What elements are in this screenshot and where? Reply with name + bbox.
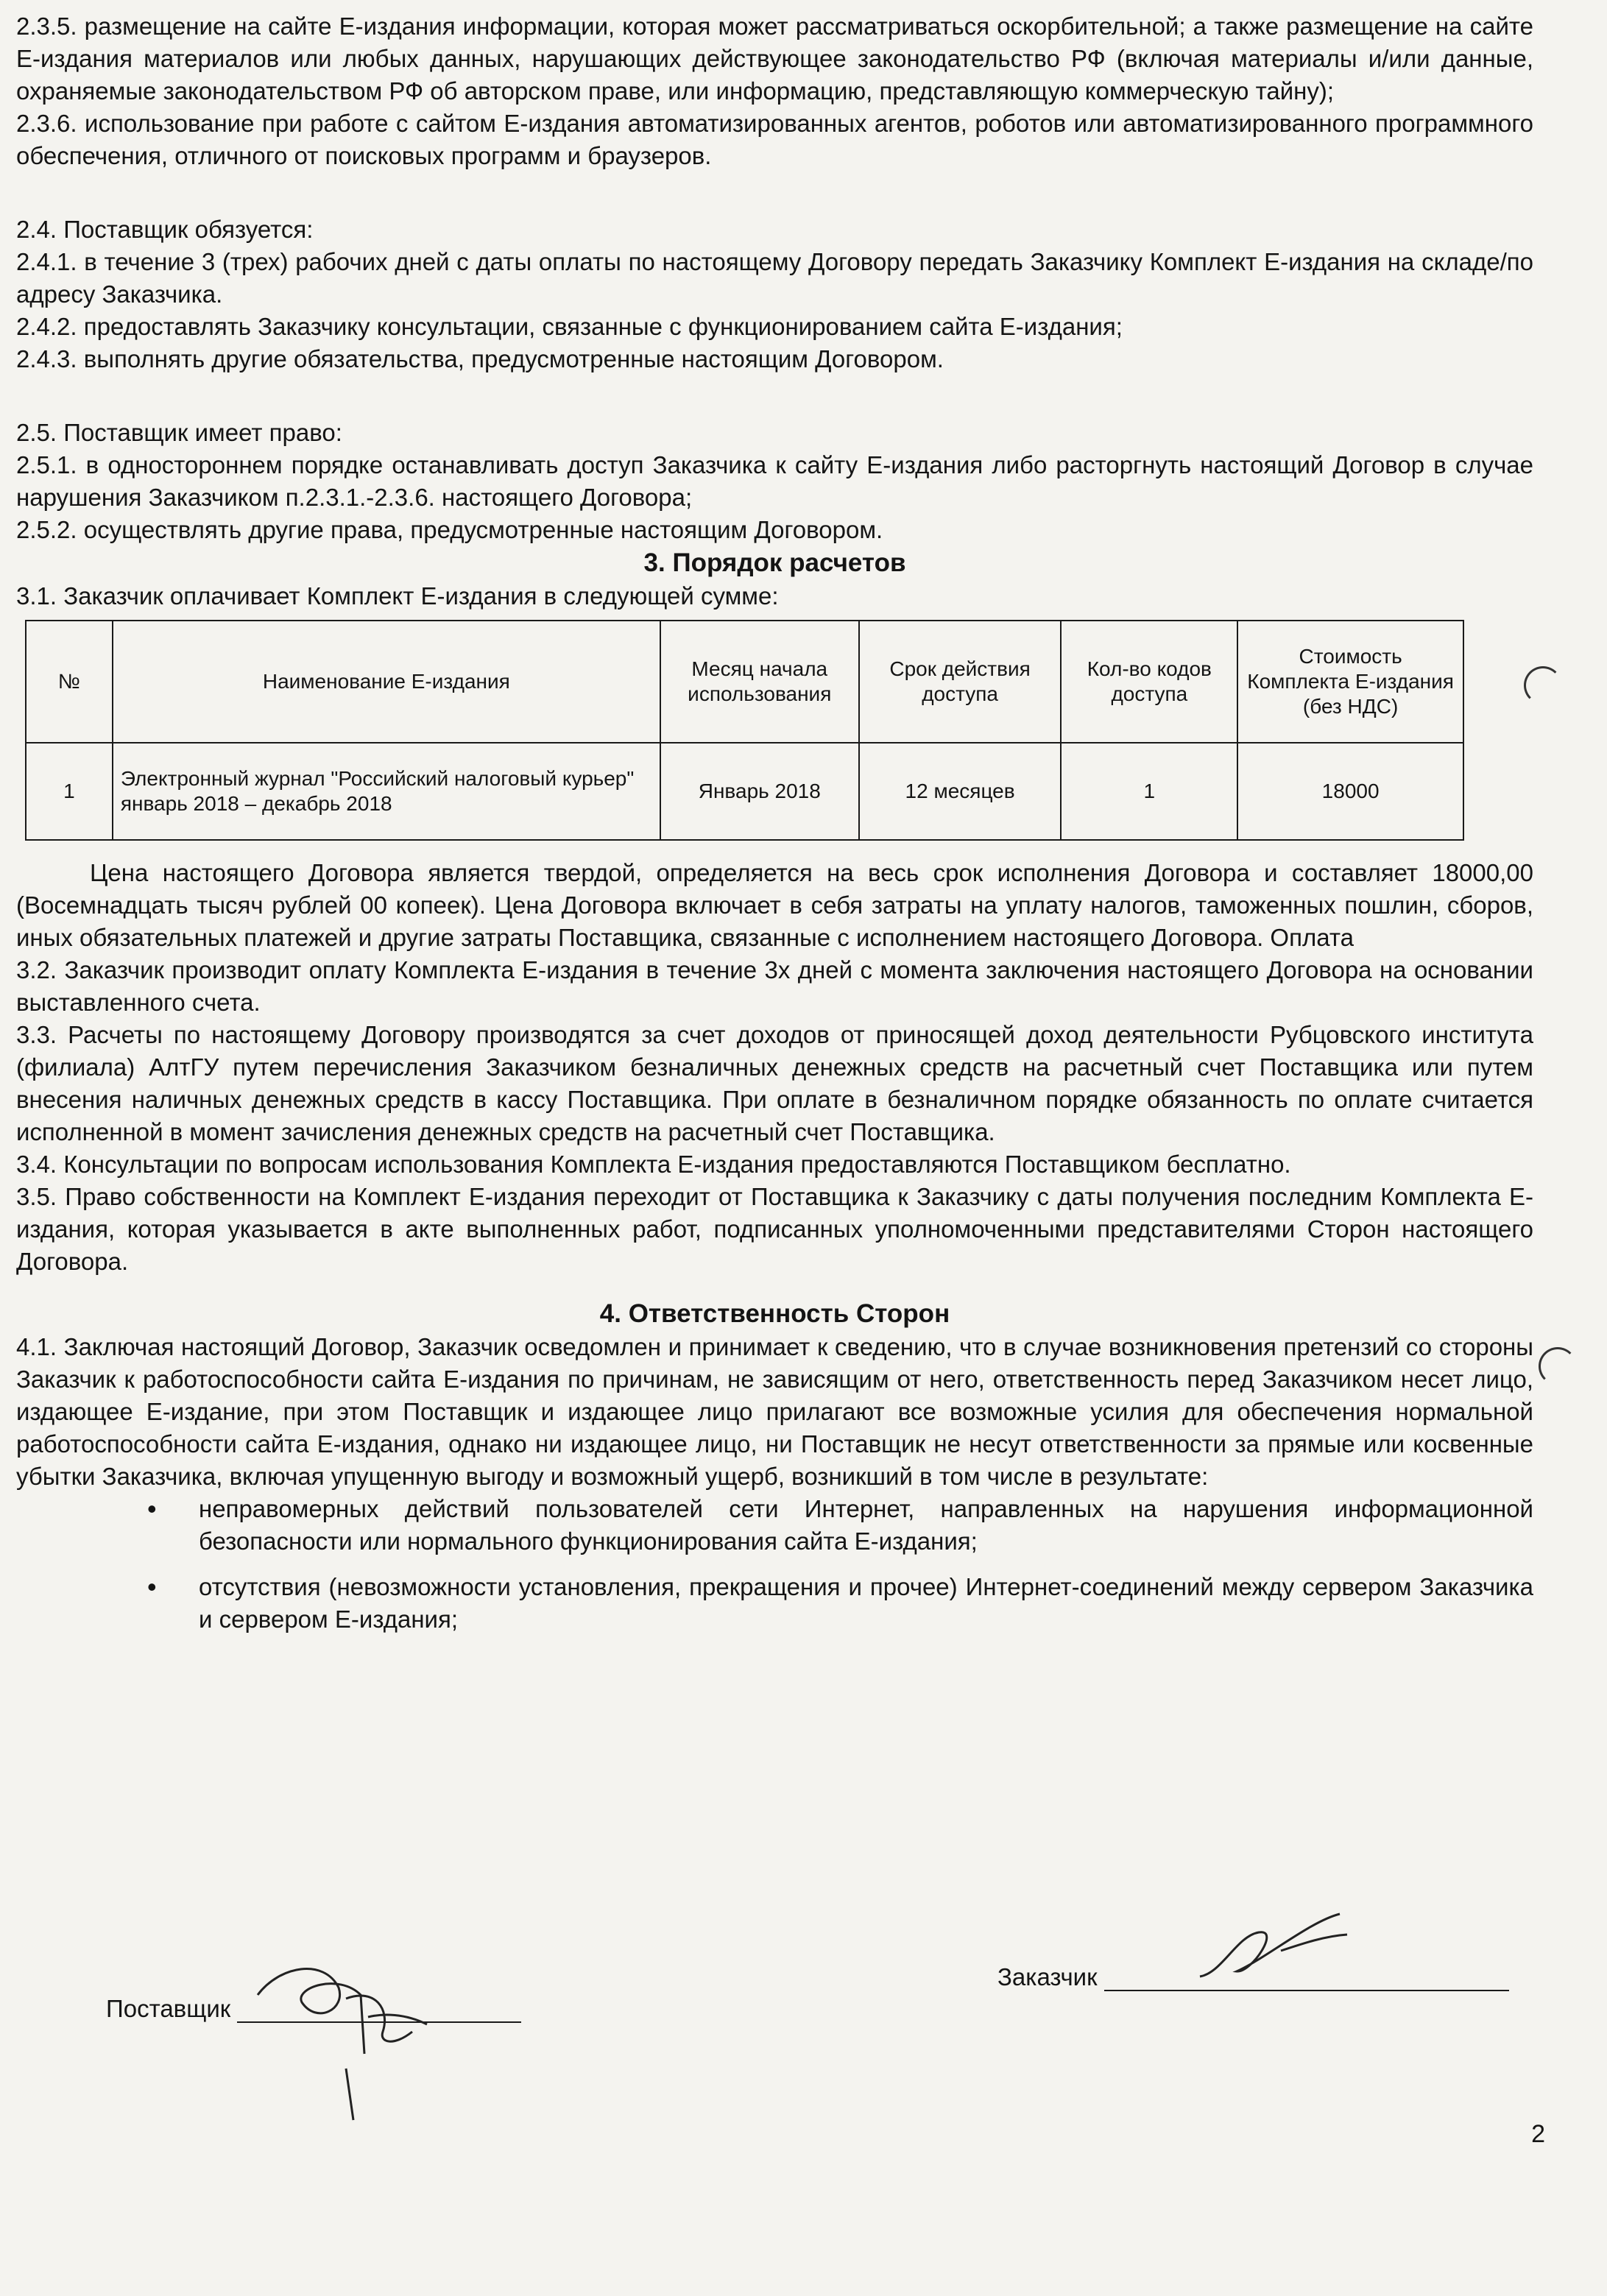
table-header-cell: Наименование Е-издания [113, 621, 660, 743]
clause-3-3: 3.3. Расчеты по настоящему Договору производятся за счет доходов от приносящей доход деятельности Рубцовского института (филиала) АлтГУ путем перечисления Заказчиком безналичных денежных средств на расчетный счет Поставщика или путем внесения наличных денежных средств в кассу Поставщика. При оплате в безналичном порядке обязанность по оплате считается исполненной в момент зачисления денежных средств на расчетный счет Поставщика. [16, 1021, 1533, 1145]
list-item: • неправомерных действий пользователей сети Интернет, направленных на нарушения информационной безопасности или нормального функционирования сайта Е-издания; [16, 1493, 1533, 1558]
clause-2-5: 2.5. Поставщик имеет право: [16, 419, 342, 446]
clause-2-5-1: 2.5.1. в одностороннем порядке останавливать доступ Заказчика к сайту Е-издания либо расторгнуть настоящий Договор в случае нарушения Заказчиком п.2.3.1.-2.3.6. настоящего Договора; [16, 451, 1533, 511]
clause-3-5: 3.5. Право собственности на Комплект Е-издания переходит от Поставщика к Заказчику с даты получения последним Комплекта Е-издания, которая указывается в акте выполненных работ, подписанных уполномоченными представителями Сторон настоящего Договора. [16, 1183, 1533, 1275]
table-header-cell: Месяц начала использования [660, 621, 859, 743]
table-header-cell: Кол-во кодов доступа [1061, 621, 1237, 743]
table-header-cell: Срок действия доступа [859, 621, 1062, 743]
table-cell: 12 месяцев [859, 743, 1062, 840]
clause-2-4: 2.4. Поставщик обязуется: [16, 216, 314, 243]
clause-2-5-2: 2.5.2. осуществлять другие права, предусмотренные настоящим Договором. [16, 516, 883, 543]
clause-2-3-6: 2.3.6. использование при работе с сайтом Е-издания автоматизированных агентов, роботов или автоматизированного программного обеспечения, отличного от поисковых программ и браузеров. [16, 110, 1533, 169]
liability-list [16, 1493, 1533, 1636]
table-cell: 1 [1061, 743, 1237, 840]
clause-2-4-2: 2.4.2. предоставлять Заказчику консультации, связанные с функционированием сайта Е-издания; [16, 313, 1123, 340]
table-cell: Электронный журнал "Российский налоговый курьер" январь 2018 – декабрь 2018 [113, 743, 660, 840]
clause-4-1: 4.1. Заключая настоящий Договор, Заказчик осведомлен и принимает к сведению, что в случае возникновения претензий со стороны Заказчик к работоспособности сайта Е-издания по причинам, не зависящим от него, ответственность перед Заказчиком несет лицо, издающее Е-издание, при этом Поставщик и издающее лицо прилагают все возможные усилия для обеспечения нормальной работоспособности сайта Е-издания, однако ни издающее лицо, ни Поставщик не несут ответственности за прямые или косвенные убытки Заказчика, включая упущенную выгоду и возможный ущерб, возникший в том числе в результате: [16, 1333, 1533, 1490]
page-number: 2 [1531, 2120, 1545, 2148]
clause-3-1: 3.1. Заказчик оплачивает Комплект Е-издания в следующей сумме: [16, 582, 779, 610]
supplier-label: Поставщик [106, 1995, 231, 2022]
table-header-row [26, 621, 1463, 743]
table-header-cell: Стоимость Комплекта Е-издания (без НДС) [1237, 621, 1463, 743]
supplier-signature [236, 1943, 456, 2135]
customer-label: Заказчик [997, 1963, 1098, 1991]
document-body [16, 10, 1533, 1636]
table-cell: 18000 [1237, 743, 1463, 840]
clause-2-4-3: 2.4.3. выполнять другие обязательства, предусмотренные настоящим Договором. [16, 345, 944, 372]
clause-3-4: 3.4. Консультации по вопросам использования Комплекта Е-издания предоставляются Поставщиком бесплатно. [16, 1151, 1291, 1178]
clause-3-2: 3.2. Заказчик производит оплату Комплекта Е-издания в течение 3х дней с момента заключения настоящего Договора на основании выставленного счета. [16, 956, 1533, 1016]
punch-hole-mark [1539, 1347, 1577, 1385]
section-4-title: 4. Ответственность Сторон [599, 1299, 950, 1328]
section-3-title: 3. Порядок расчетов [643, 548, 906, 577]
punch-hole-mark [1524, 666, 1562, 704]
customer-signature [1193, 1907, 1355, 1988]
clause-2-3-5: 2.3.5. размещение на сайте Е-издания информации, которая может рассматриваться оскорбительной; а также размещение на сайте Е-издания материалов или любых данных, нарушающих действующее законодательство РФ (включая материалы и/или данные, охраняемые законодательством РФ об авторском праве, или информацию, представляющую коммерческую тайну); [16, 13, 1533, 105]
pricing-table [25, 620, 1464, 841]
table-cell: Январь 2018 [660, 743, 859, 840]
table-row [26, 743, 1463, 840]
table-cell: 1 [26, 743, 113, 840]
price-paragraph: Цена настоящего Договора является твердой, определяется на весь срок исполнения Договора и составляет 18000,00 (Восемнадцать тысяч рублей 00 копеек). Цена Договора включает в себя затраты на уплату налогов, таможенных пошлин, сборов, иных обязательных платежей и другие затраты Поставщика, связанные с исполнением настоящего Договора. Оплата [16, 859, 1533, 951]
clause-2-4-1: 2.4.1. в течение 3 (трех) рабочих дней с даты оплаты по настоящему Договору передать Заказчику Комплект Е-издания на складе/по адресу Заказчика. [16, 248, 1533, 308]
list-item: • отсутствия (невозможности установления, прекращения и прочее) Интернет-соединений между сервером Заказчика и сервером Е-издания; [16, 1571, 1533, 1636]
table-header-cell: № [26, 621, 113, 743]
